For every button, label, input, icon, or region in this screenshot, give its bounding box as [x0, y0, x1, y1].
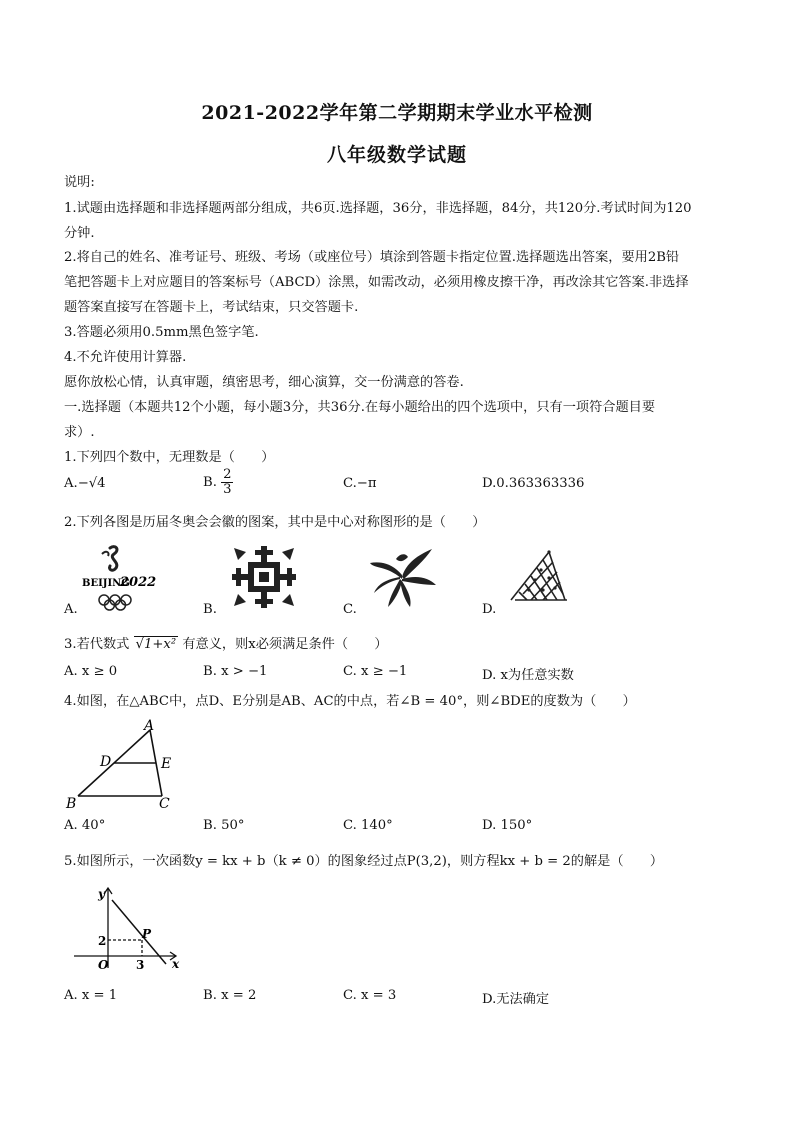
snowflake-emblem-icon [228, 542, 300, 612]
q3-option-b: B. x > −1 [203, 664, 268, 679]
instruction-1b: 分钟. [64, 226, 95, 241]
q1-option-b-prefix: B. [203, 475, 217, 490]
q3-stem-expression: √1+x² [135, 637, 177, 652]
q2-option-a: A. [64, 602, 78, 617]
label-a: A [144, 718, 155, 734]
q5-option-d: D.无法确定 [482, 992, 550, 1007]
q1-option-b-denominator: 3 [223, 482, 232, 497]
q1-option-b-numerator: 2 [223, 467, 232, 482]
section-heading-a: 一.选择题（本题共12个小题，每小题3分，共36分.在每小题给出的四个选项中，只有一项符合题目要 [64, 400, 656, 415]
q1-option-d: D.0.363363336 [482, 476, 585, 491]
q3-option-d: D. x为任意实数 [482, 668, 574, 683]
q4-option-c: C. 140° [343, 818, 393, 833]
q1-option-c: C.−π [343, 476, 377, 491]
triangle-abc-figure [62, 716, 182, 812]
q2-option-b: B. [203, 602, 217, 617]
label-origin: O [98, 958, 109, 972]
function-line [112, 900, 166, 964]
exam-title: 2021-2022学年第二学期期末学业水平检测 [201, 102, 593, 124]
q5-option-c: C. x = 3 [343, 988, 397, 1003]
q2-stem: 2.下列各图是历届冬奥会会徽的图案，其中是中心对称图形的是（ ） [64, 515, 486, 530]
label-p: P [142, 927, 152, 941]
q1-option-a-expr: −√4 [77, 476, 106, 491]
label-y: y [98, 887, 105, 901]
instruction-3: 3.答题必须用0.5mm黑色签字笔. [64, 325, 259, 340]
instructions-heading: 说明: [64, 175, 95, 190]
label-three: 3 [136, 958, 145, 972]
q4-stem: 4.如图，在△ABC中，点D、E分别是AB、AC的中点，若∠B = 40°，则∠BDE的度数为（ ） [64, 694, 636, 709]
beijing-2022-emblem-icon [80, 540, 157, 612]
q5-stem: 5.如图所示，一次函数y = kx + b（k ≠ 0）的图象经过点P(3,2)，则方程kx + b = 2的解是（ ） [64, 854, 664, 869]
label-b: B [66, 796, 77, 812]
q3-stem-suffix: 有意义，则x必须满足条件（ ） [182, 637, 388, 652]
linear-function-graph [68, 882, 188, 972]
logo-a-text-beijing: BEIJING [82, 578, 130, 589]
q3-option-a: A. x ≥ 0 [64, 664, 118, 679]
lattice-triangle-emblem-icon [505, 548, 573, 608]
q3-stem [64, 632, 734, 657]
label-d: D [100, 754, 112, 770]
instruction-2b: 笔把答题卡上对应题目的答案标号（ABCD）涂黑，如需改动，必须用橡皮擦干净，再改涂其它答案.非选择 [64, 275, 689, 290]
instruction-5: 愿你放松心情，认真审题，缜密思考，细心演算，交一份满意的答卷. [64, 375, 464, 390]
logo-a-text-year: 2022 [120, 575, 157, 590]
q5-option-b: B. x = 2 [203, 988, 257, 1003]
label-e: E [161, 756, 172, 772]
q1-option-a [64, 476, 106, 491]
exam-subtitle: 八年级数学试题 [326, 144, 467, 166]
label-x: x [172, 957, 180, 971]
q3-stem-prefix: 3.若代数式 [64, 637, 130, 652]
instruction-2c: 题答案直接写在答题卡上，考试结束，只交答题卡. [64, 300, 359, 315]
q1-option-b-fraction [221, 468, 233, 497]
q4-option-d: D. 150° [482, 818, 533, 833]
q5-option-a: A. x = 1 [64, 988, 118, 1003]
label-c: C [159, 796, 170, 812]
q1-option-a-prefix: A. [64, 476, 78, 491]
instruction-4: 4.不允许使用计算器. [64, 350, 187, 365]
q4-option-a: A. 40° [64, 818, 106, 833]
q2-option-d: D. [482, 602, 497, 617]
q1-option-b [203, 468, 233, 497]
label-two: 2 [98, 934, 107, 948]
section-heading-b: 求）. [64, 425, 95, 440]
instruction-1a: 1.试题由选择题和非选择题两部分组成，共6页.选择题，36分，非选择题，84分，共120分.考试时间为120 [64, 201, 692, 216]
q3-option-c: C. x ≥ −1 [343, 664, 408, 679]
q1-stem: 1.下列四个数中，无理数是（ ） [64, 450, 275, 465]
q2-option-c: C. [343, 602, 357, 617]
flower-emblem-icon [366, 545, 440, 611]
q4-option-b: B. 50° [203, 818, 245, 833]
instruction-2a: 2.将自己的姓名、准考证号、班级、考场（或座位号）填涂到答题卡指定位置.选择题选出答案，要用2B铅 [64, 250, 680, 265]
